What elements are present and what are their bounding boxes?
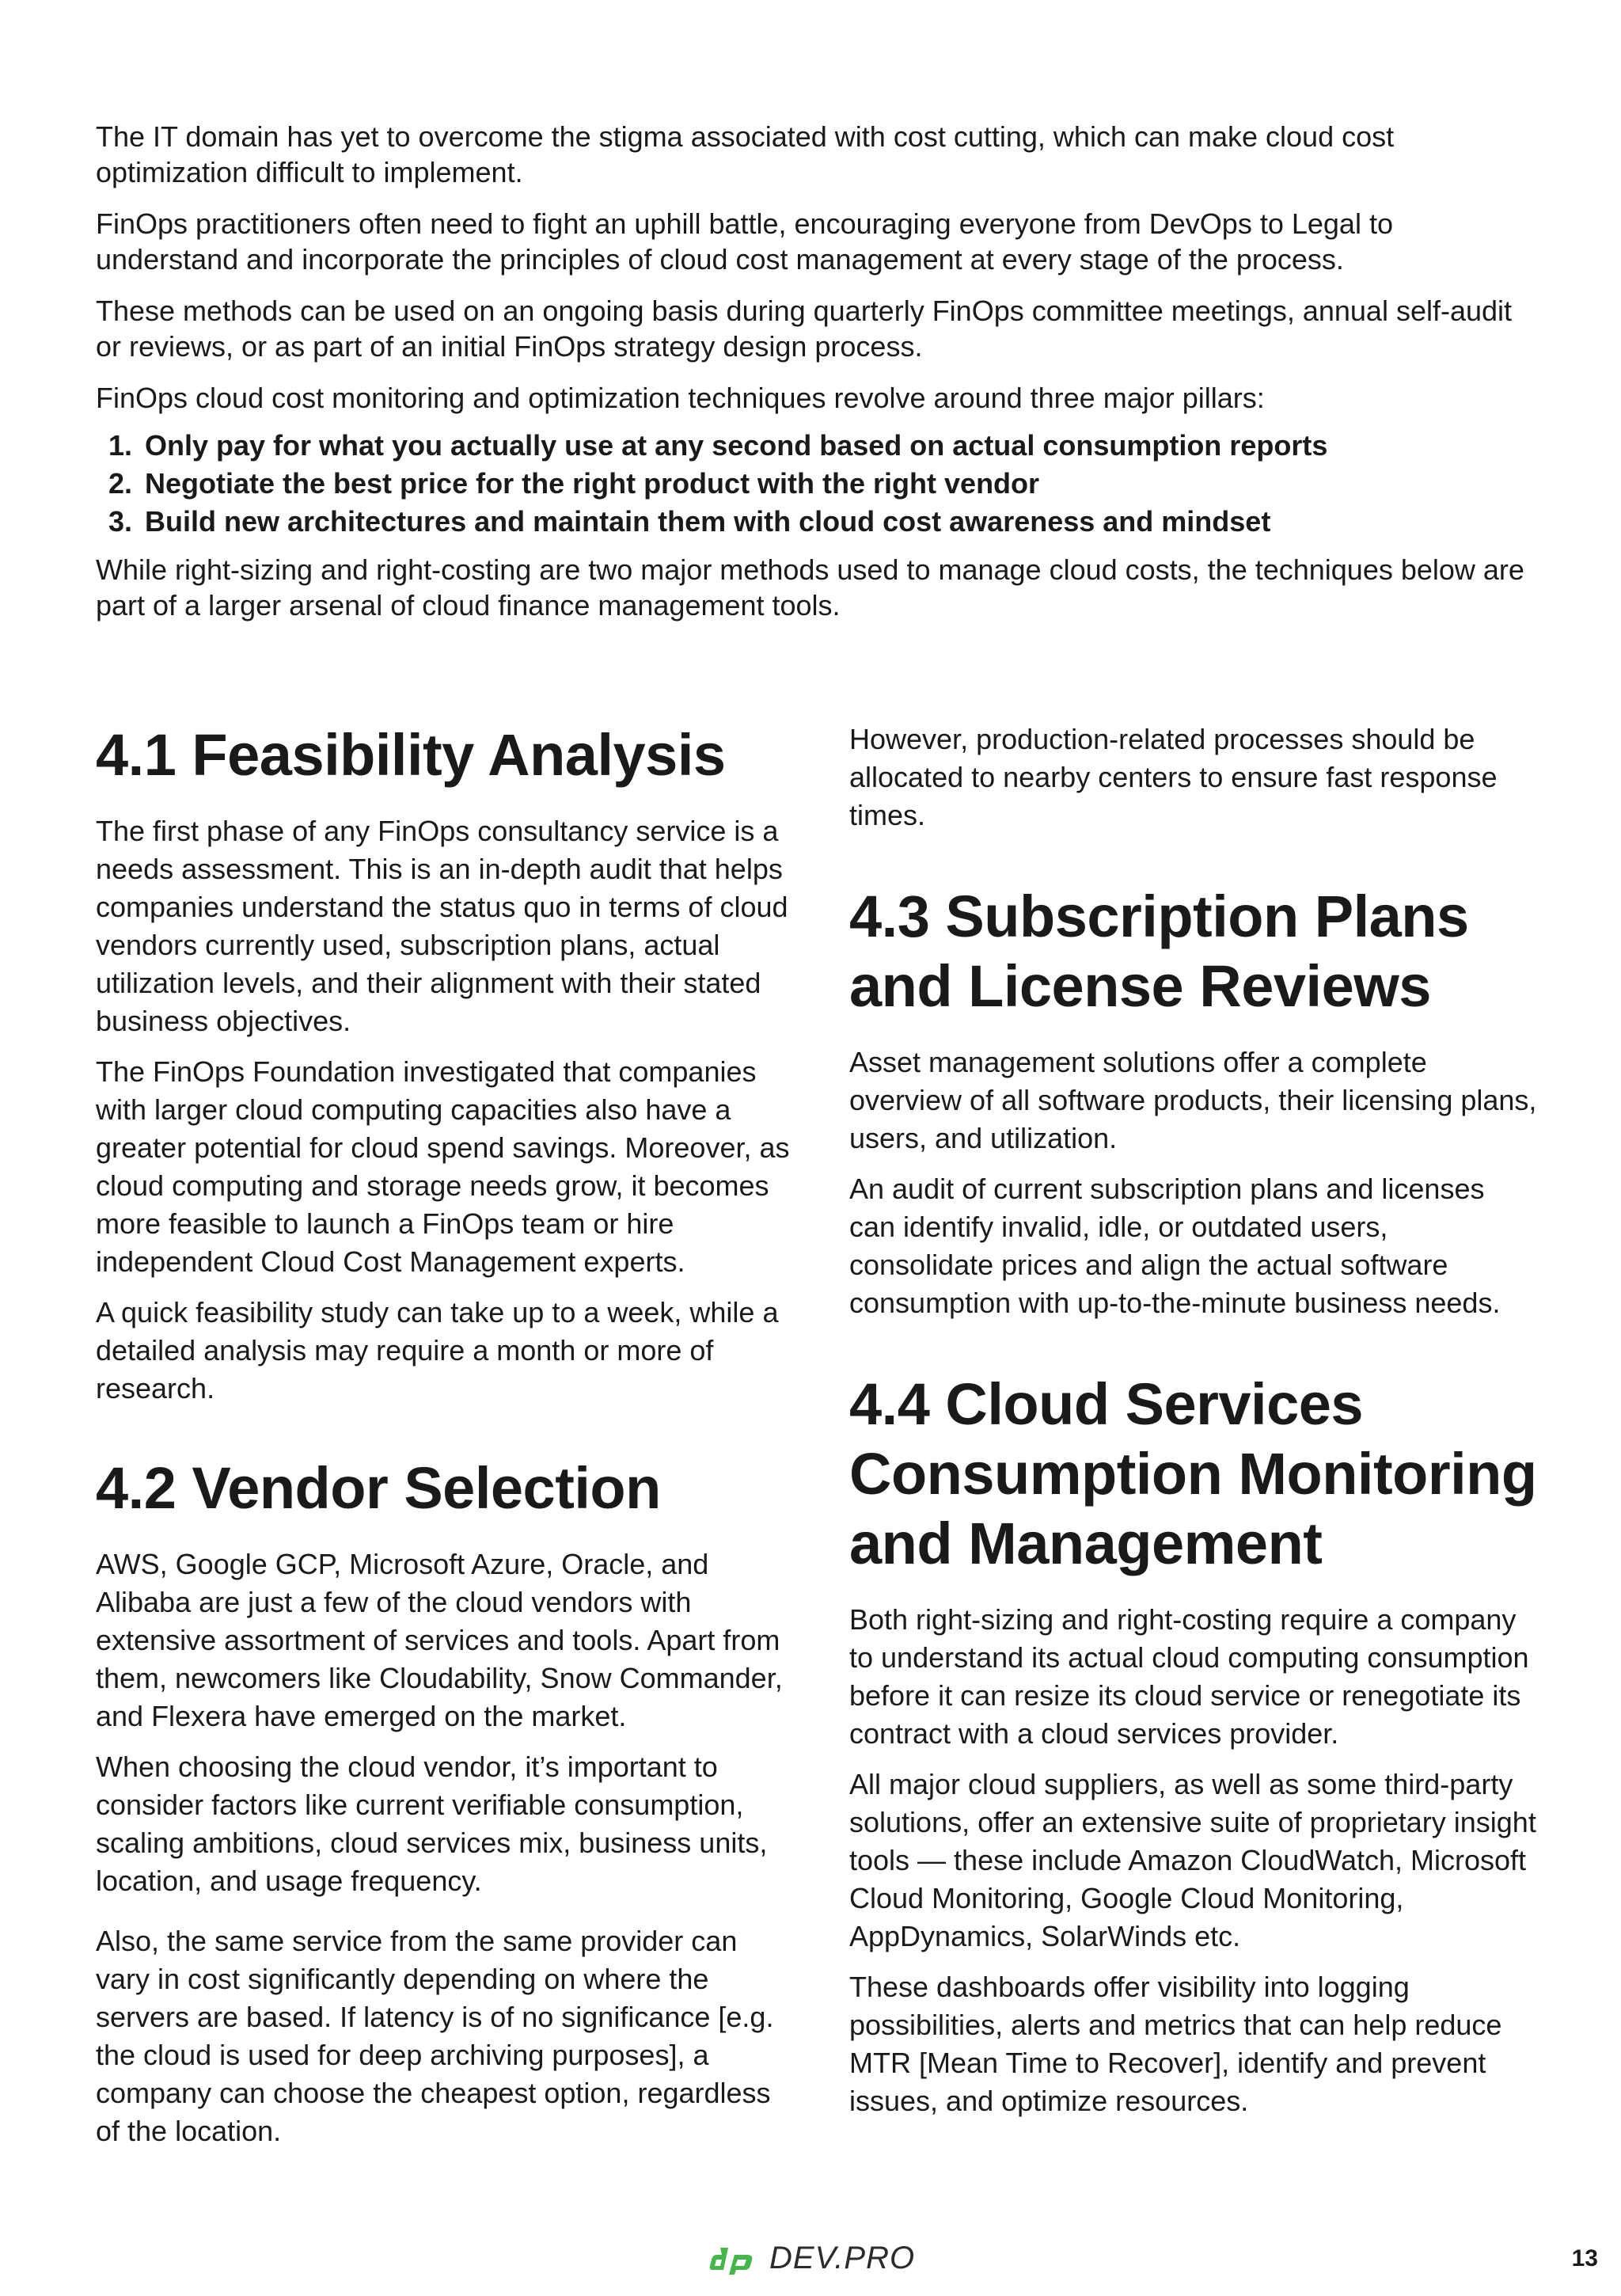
right-column: [849, 720, 1538, 2133]
intro-paragraph-2: FinOps practitioners often need to fight an uphill battle, encouraging everyone from DevOps to Legal to understand and incorporate the principles of cloud cost management at every stage of the process.: [96, 207, 1393, 276]
subscription-paragraph-2: An audit of current subscription plans and licenses can identify invalid, idle, or outdated users, consolidate prices and align the actual software consumption with up-to-the-minute business needs.: [849, 1173, 1501, 1319]
intro-paragraph-1: The IT domain has yet to overcome the stigma associated with cost cutting, which can make cloud cost optimization difficult to implement.: [96, 120, 1395, 188]
section-title-feasibility: 4.1 Feasibility Analysis: [96, 722, 726, 788]
vendor-paragraph-4: However, production-related processes should be allocated to nearby centers to ensure fast response times.: [849, 723, 1498, 831]
page-number: 13: [1571, 2245, 1598, 2271]
section-title-consumption-monitoring: 4.4 Cloud Services Consumption Monitoring and Management: [849, 1371, 1537, 1576]
monitoring-paragraph-1: Both right-sizing and right-costing require a company to understand its actual cloud computing consumption before it can resize its cloud service or renegotiate its contract with a cloud services provider.: [849, 1603, 1529, 1750]
intro-paragraph-5: While right-sizing and right-costing are two major methods used to manage cloud costs, the techniques below are part of a larger arsenal of cloud finance management tools.: [96, 553, 1524, 622]
pillar-item: 3. Build new architectures and maintain them with cloud cost awareness and mindset: [140, 503, 1536, 541]
pillar-item: 1. Only pay for what you actually use at any second based on actual consumption reports: [140, 427, 1536, 465]
pillar-item: 2. Negotiate the best price for the right product with the right vendor: [140, 465, 1536, 503]
devpro-logo: [709, 2241, 915, 2276]
section-title-vendor-selection: 4.2 Vendor Selection: [96, 1455, 661, 1521]
section-title-subscription-plans: 4.3 Subscription Plans and License Reviews: [849, 884, 1469, 1019]
intro-paragraph-4: FinOps cloud cost monitoring and optimization techniques revolve around three major pillars:: [96, 382, 1265, 414]
page-footer: [0, 2241, 1621, 2288]
vendor-paragraph-2: When choosing the cloud vendor, it’s important to consider factors like current verifiable consumption, scaling ambitions, cloud services mix, business units, location, and usage frequency.: [96, 1751, 768, 1897]
left-column: [96, 720, 792, 2163]
logo-text: DEV.PRO: [769, 2241, 916, 2275]
monitoring-paragraph-2: All major cloud suppliers, as well as some third-party solutions, offer an extensive suite of proprietary insight tools — these include Amazon CloudWatch, Microsoft Cloud Monitoring, Google Cloud Monitoring, AppDynamics, SolarWinds etc.: [849, 1768, 1536, 1952]
monitoring-paragraph-3: These dashboards offer visibility into logging possibilities, alerts and metrics that can help reduce MTR [Mean Time to Recover], identify and prevent issues, and optimize resources.: [849, 1971, 1502, 2117]
subscription-paragraph-1: Asset management solutions offer a complete overview of all software products, their licensing plans, users, and utilization.: [849, 1046, 1537, 1154]
feasibility-paragraph-2: The FinOps Foundation investigated that companies with larger cloud computing capacities also have a greater potential for cloud spend savings. Moreover, as cloud computing and storage needs grow, it becomes more feasible to launch a FinOps team or hire independent Cloud Cost Management experts.: [96, 1055, 790, 1278]
vendor-paragraph-1: AWS, Google GCP, Microsoft Azure, Oracle, and Alibaba are just a few of the cloud vendors with extensive assortment of services and tools. Apart from them, newcomers like Cloudability, Snow Commander, and Flexera have emerged on the market.: [96, 1548, 783, 1732]
intro-section: [96, 119, 1536, 639]
dp-logo-icon: [709, 2243, 758, 2275]
vendor-paragraph-3: Also, the same service from the same provider can vary in cost significantly depending on where the servers are based. If latency is of no significance [e.g. the cloud is used for deep archiving purposes], a company can choose the cheapest option, regardless of the location.: [96, 1925, 774, 2147]
pillars-list: [96, 427, 1536, 541]
feasibility-paragraph-1: The first phase of any FinOps consultancy service is a needs assessment. This is an in-depth audit that helps companies understand the status quo in terms of cloud vendors currently used, subscription plans, actual utilization levels, and their alignment with their stated business objectives.: [96, 815, 788, 1037]
intro-paragraph-3: These methods can be used on an ongoing basis during quarterly FinOps committee meetings, annual self-audit or reviews, or as part of an initial FinOps strategy design process.: [96, 295, 1513, 363]
feasibility-paragraph-3: A quick feasibility study can take up to a week, while a detailed analysis may require a month or more of research.: [96, 1296, 779, 1405]
